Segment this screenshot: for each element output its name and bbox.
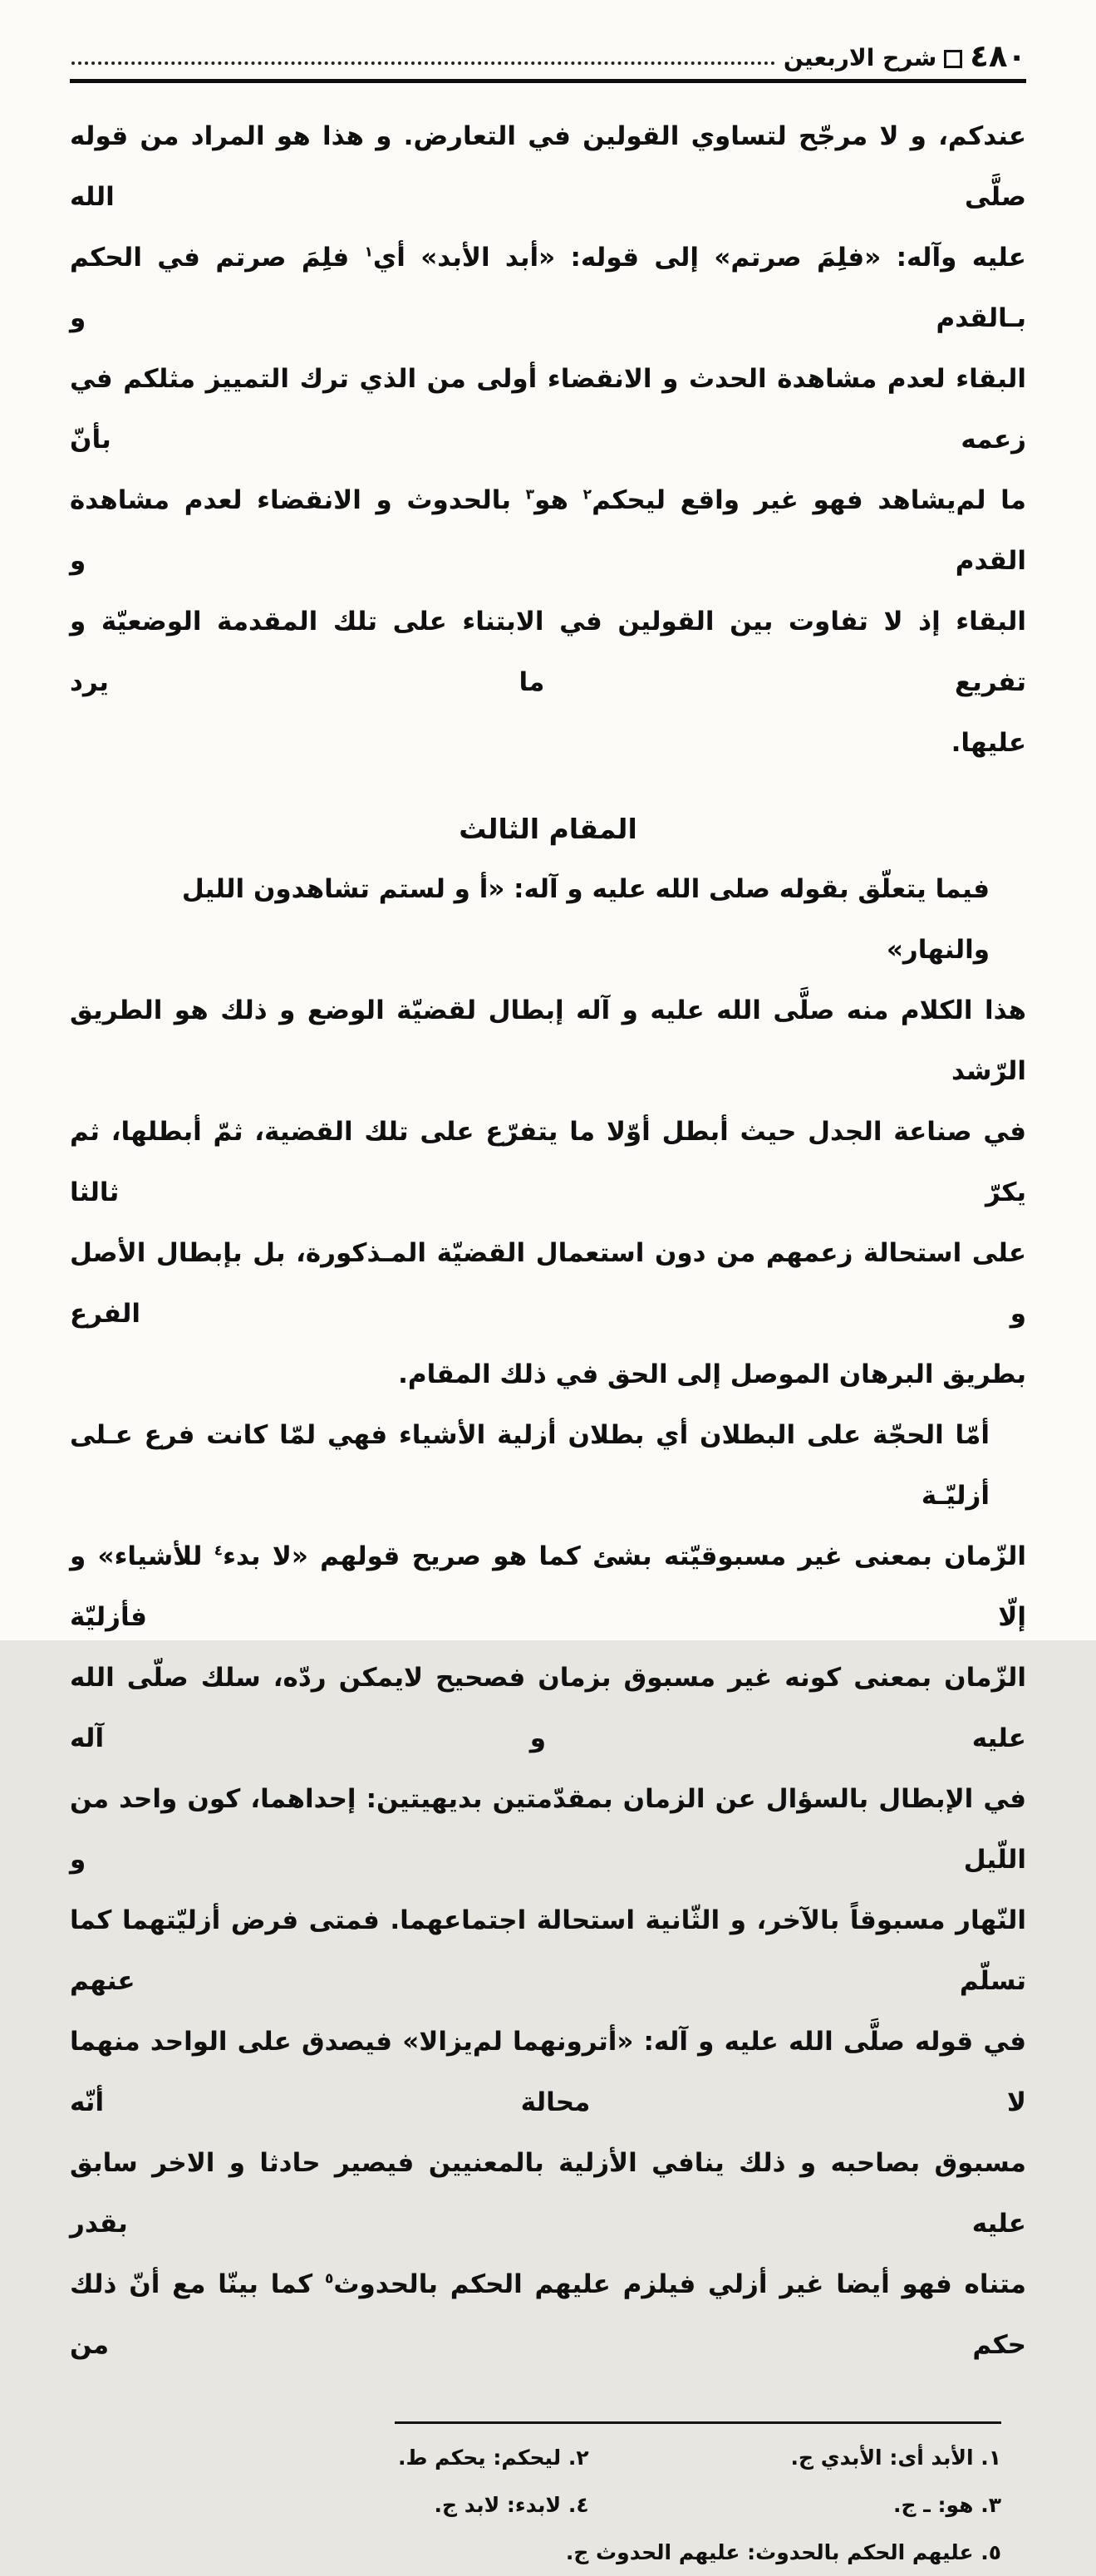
body-line: في قوله صلَّى الله عليه و آله: «أترونهما لم‌يزالا» فيصدق على الواحد منهما لا محالة أنّه <box>70 2027 1026 2117</box>
body-line: هذا الكلام منه صلَّى الله عليه و آله إبطال لقضيّة الوضع و ذلك هو الطريق الرّشد <box>70 995 1026 1086</box>
footnotes-list <box>395 2434 1001 2576</box>
body-line: في صناعة الجدل حيث أبطل أوّلا ما يتفرّع على تلك القضية، ثمّ أبطلها، ثم يكرّ ثالثا <box>70 1117 1026 1207</box>
body-line: الزّمان بمعنى كونه غير مسبوق بزمان فصحيح لايمكن ردّه، سلك صلّى الله عليه و آله <box>70 1663 1026 1753</box>
body-line: النّهار مسبوقاً بالآخر، و الثّانية استحالة اجتماعهما. فمتى فرض أزليّتهما كما تسلّم عنهم <box>70 1905 1026 1996</box>
footnote-separator <box>395 2421 1001 2424</box>
body-line: عليه وآله: «فلِمَ صرتم» إلى قوله: «أبد الأبد» أي$^١$ فلِمَ صرتم في الحكم بـالقدم و <box>70 243 1026 333</box>
footnote-marker: ٥ <box>324 2270 334 2288</box>
body-line: متناه فهو أيضا غير أزلي فيلزم عليهم الحكم بالحدوث$^٥$ كما بينّا مع أنّ ذلك حكم من <box>70 2269 1026 2360</box>
header-rule <box>70 79 1026 83</box>
body-line: عليها. <box>951 728 1026 758</box>
body-line: عندكم، و لا مرجّح لتساوي القولين في التعارض. و هذا هو المراد من قوله صلَّى الله <box>70 121 1026 212</box>
footnote-marker: ٣ <box>525 486 535 504</box>
body-line: ما لم‌يشاهد فهو غير واقع ليحكم$^٢$ هو$^٣$ بالحدوث و الانقضاء لعدم مشاهدة القدم و <box>70 485 1026 576</box>
body-line: فيما يتعلّق بقوله صلى الله عليه و آله: «أ و لستم تشاهدون الليل والنهار» <box>181 874 990 965</box>
footnote-item: ٥. عليهم الحكم بالحدوث: عليهم الحدوث ج. <box>565 2540 1001 2564</box>
page-header <box>70 22 1026 73</box>
footnote-item: ١. الأبد أى: الأبدي ج. <box>790 2446 1001 2470</box>
footnote-item: ٢. ليحكم: يحكم ط. <box>397 2446 589 2470</box>
page-number: ٤٨٠ <box>970 38 1026 74</box>
body-line: في الإبطال بالسؤال عن الزمان بمقدّمتين بديهيتين: إحداهما، كون واحد من اللّيل و <box>70 1784 1026 1875</box>
body-line: بطريق البرهان الموصل إلى الحق في ذلك المقام. <box>398 1359 1026 1389</box>
section-box-icon <box>944 50 962 68</box>
book-title: شرح الاربعين <box>783 44 937 71</box>
header-dots <box>71 61 775 65</box>
footnote-marker: ١ <box>364 243 373 261</box>
footnote-marker: ٤ <box>214 1542 224 1560</box>
footnote-item: ٣. هو: ـ ج. <box>893 2493 1001 2517</box>
body-text <box>70 106 1026 2376</box>
body-line: أمّا الحجّة على البطلان أي بطلان أزلية الأشياء فهي لمّا كانت فرع عـلى أزليّـة <box>70 1420 990 1511</box>
section-heading: المقام الثالث <box>459 813 637 845</box>
body-line: على استحالة زعمهم من دون استعمال القضيّة المـذكورة، بل بإبطال الأصل و الفرع <box>70 1238 1026 1329</box>
body-line: مسبوق بصاحبه و ذلك ينافي الأزلية بالمعنيين فيصير حادثا و الاخر سابق عليه بقدر <box>70 2148 1026 2239</box>
footnote-item: ٤. لابدء: لابد ج. <box>434 2493 589 2517</box>
body-line: الزّمان بمعنى غير مسبوقيّته بشئ كما هو صريح قولهم «لا بدء$^٤$ للأشياء» و إلّا فأزليّة <box>70 1541 1026 1632</box>
body-line: البقاء إذ لا تفاوت بين القولين في الابتناء على تلك المقدمة الوضعيّة و تفريع ما يرد <box>70 607 1026 697</box>
body-line: البقاء لعدم مشاهدة الحدث و الانقضاء أولى من الذي ترك التمييز مثلكم في زعمه بأنّ <box>70 364 1026 455</box>
footnote-marker: ٢ <box>582 486 592 504</box>
